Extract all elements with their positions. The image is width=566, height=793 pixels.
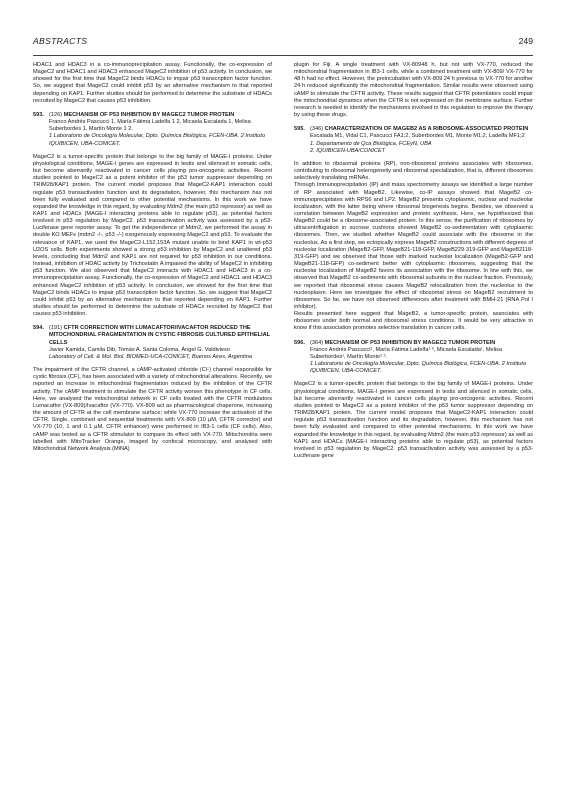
abstract-code: (126) <box>49 111 63 118</box>
abstract-affiliation-2: 2. IQUIBICEN-UBA/CONICET <box>310 147 386 154</box>
abstract-affiliation: Laboratory of Cell. & Mol. Biol. BIOMED-UCA-CONICET, Buenos Aires, Argentina <box>49 353 252 360</box>
abstract-authors: Franco Andrés Pascucci¹, María Fátima Ladelfa¹ ², Micaela Escalada¹, Melisa Suberbordes¹, Martín Monte¹ ². <box>310 346 503 360</box>
abstract-body: The impairment of the CFTR channel, a cAMP-activated chloride (Cl-) channel responsible for cystic fibrosis (CF), has been associated with a variety of mitochondrial alterations. Recently, we reported an increase in mitochondrial fragmentation induced by the inhibition of the CFTR activity. The cAMP treatment to stimulate the CFTR activity worsen this phenotype in CF cells. Here, we analysed the mitochondrial network in CF cells treated with the CFTR modulators Lumacaftor (VX-809)/Ivacaftor (VX-770). VX-809 act as pharmacological chaperone, increasing the amount of CFTR at the cell membrane surface; while VX-770 increase the activation of the CFTR. Single, combined and sequential treatments with VX-809 (10 µM, CFTR corrector) and VX-770 (10, 1 and 0.1 µM, CFTR enhancer) were performed in IB3-1 cells (CF cells). Also, cAMP was tested as a CFTR stimulator to compare its effect with VX-770. Mitochondria were labelled with MitoTracker Orange, imaged by confocal microscopy, and analysed with Mitochondrial Network Analysis (MiNA) <box>33 367 272 452</box>
abstract-body: In addition to ribosomal proteins (RP), non-ribosomal proteins associates with ribosomes, contributing to ribosomal heterogeneity and ribosomal specialization, that is, different ribosomes selectively translating mRNAs. <box>294 160 533 182</box>
continued-paragraph: plugin for Fiji. A single treatment with VX-80948 h, but not with VX-770, reduced the mitochondrial fragmentation in IB3-1 cells, while a combined treatment with VX-809/ VX-770 for 48 h had no effect. However, the preincubation with VX-809 24 h previous to VX-770 for another 24 h reduced significantly the mitochondrial fragmentation. Similar results were observed using cAMP to stimulate the CFTR activity. These results suggest that CFTR potentiators could impair the mitochondrial dynamics when the CFTR is not expressed on the membrane surface. Further research is needed to identify the mechanisms involved in this regulation to improve the therapy by using these drugs. <box>294 62 533 119</box>
abstract-body: MageC2 is a tumor-specific protein that belongs to the big family of MAGE-I proteins. Under physiological conditions, MAGE-I genes are expressed in testis and silenced in somatic cells, but become aberrantly reactivated in cancer cells playing pro-oncogenic activities. Recent studies pointed to MageC2 as a potent inhibitor of the p53 tumor suppressor depending on TRIM28/KAP1 protein. The current model proposes that MageC2-KAP1 interaction could regulate p53 transactivation function and its degradation, however, this mechanism has not been fully evaluated and compared to other potential mechanisms. In this work we have expanded the knowledge in this regard, by evaluating Mdm2 (the main p53 repressor) as well as KAP1 and HDACs (MAGE-I interacting proteins able to regulate p53), as potential factors involved in p53 regulation by MageC2. p53 transactivation activity was assessed by a p53-Luciferase gene reporter assay. To get the independence of Mdm2, we performed the assay in double KO MEFs (mdm2 -/-, p53 -/-) exogenously expressing MageC2 and p53. To evaluate the relevance of KAP1, we used the MageC2-L152,153A mutant unable to bind KAP1 in wt-p53 U2OS cells. Both experiments showed a strong p53 inhibition by MageC2 and unaltered p53 levels, concluding that Mdm2 and KAP1 are not required for p53 inhibition in our conditions. Instead, inhibition of HDAC activity by Trichostatin A impaired the ability of MageC2 in inhibiting p53 function. We also observed that MageC2 interacts with HDAC1 and HDAC3 in a co-immunoprecipitation assay. Functionally, the co-expression of MageC2 and HDAC1 and HDAC3 enhanced MageC2 inhibition of p53 activity. In conclusion, we showed for the first time that MageC2 binds HDACs to impair p53 transcription factor function. So, we suggest that MageC2 could inhibit p53 by an alternative mechanism to that reported depending on KAP1. Further studies should be performed to determine the substrate of HDACs recruited by MageC2 that causes p53 inhibition. <box>33 153 272 318</box>
abstract-heading: CHARACTERIZATION OF MAGEB2 AS A RIBOSOME-ASSOCIATED PROTEIN <box>324 126 529 133</box>
abstract-title <box>33 325 272 346</box>
page-number: 249 <box>518 36 533 46</box>
page-header <box>33 36 533 52</box>
abstract-heading: MECHANISM OF P53 INHIBITION BY MAGEC2 TUMOR PROTEIN <box>324 339 496 346</box>
abstract-code: (191) <box>49 325 63 332</box>
abstract-body: Results presented here suggest that MageB2, a tumor-specific protein, associates with ribosomes under both normal and ribosomal stress conditions. It would be very attractive to know if this association promotes selective translation in cancer cells. <box>294 311 533 332</box>
abstract-594 <box>33 325 272 453</box>
abstract-596 <box>294 340 533 461</box>
abstract-heading: CFTR CORRECTION WITH LUMACAFTOR/IVACAFTOR REDUCED THE MITOCHONDRIAL FRAGMENTATION IN CYSTIC FIBROSIS CULTURED EPITHELIAL CELLS <box>49 325 270 346</box>
right-column <box>294 62 533 460</box>
abstract-number: 593. <box>33 111 44 118</box>
abstract-code: (346) <box>310 126 324 133</box>
abstract-title <box>33 112 272 119</box>
abstract-affiliation: 1 Laboratorio de Oncología Molecular, Dpto. Química Biológica, FCEN-UBA. 2 Instituto IQUIBICEN, UBA-CONICET. <box>310 361 527 375</box>
abstract-authors: Escalada M1, Vidal C1, Pascucci FA1;2, Suberbordes M1, Monte M1;2, Ladelfa MF1;2 <box>310 133 525 140</box>
abstract-number: 595. <box>294 126 305 133</box>
abstract-authors: Franco Andrés Pascucci 1, María Fátima Ladelfa 1 2, Micaela Escalada 1, Melisa Suberbordes 1, Martín Monte 1 2. <box>49 119 251 133</box>
abstract-number: 594. <box>33 325 44 332</box>
abstract-595 <box>294 126 533 332</box>
abstract-title <box>294 340 533 347</box>
abstract-heading: MECHANISM OF P53 INHIBITION BY MAGEC2 TUMOR PROTEIN <box>63 111 235 118</box>
abstract-593 <box>33 112 272 318</box>
header-divider <box>33 55 533 56</box>
abstract-authors: Javier Kamida, Camila Dib, Tomás A. Santa Coloma, Ángel G. Valdivieso <box>49 346 230 353</box>
abstract-code: (364) <box>310 339 324 346</box>
abstract-body: Through Immunoprecipitation (IP) and mass spectrometry assays we identified a large number of RP associated with MageB2. Likewise, co-IP assays showed that MageB2 co-immunoprecipitates with RPS6 and LP2. MageB2 presents cytoplasmic, nuclear and nucleolar localization, with the latter being where ribosomal biogenesis begins. Besides, we observed a correlation between MageB2 expression and protein synthesis. Here, we hypothesized that MageB2 could be a ribosome-associated protein. In this sense, the purification of ribosomes by ultracentrifugation in sucrose cushions showed MageB2 co-sedimentation with cytoplasmic ribosomes. Then, we studied whether MageB2 could associate with the ribosome in the nucleolus. As a first step, we ectopically express MageB2 constructions with different degrees of nucleolar localization (MageB2-GFP, MageB21-118-GFP, MageB229-319-GFP and MageB2118-319-GFP) and we observed that those with marked nucleolar localization (MageB2-GFP and MageB21-118-GFP) co-sediment better with cytoplasmic ribosomes, suggesting that the nucleolar localization of MageB2 favors its association with the ribosome. In line with this, we observed that MageB2 co-sediments with ribosomal subunits in the nuclear fraction. Previously, we reported that ribosomal stress causes MageB2 relocalization from the nucleolus to the nucleoplasm. Here we investigate the effect of ribosomal stress on MageB2 recruitment to ribosomes. So far, we have not observed differences after treatment with BMH-21 (RNA Pol I inhibitor). <box>294 182 533 310</box>
abstract-title <box>294 126 533 133</box>
left-column <box>33 62 272 453</box>
abstract-affiliation-1: 1. Departamento de Qca Biológica, FCEyN, UBA <box>310 140 432 147</box>
section-title: ABSTRACTS <box>33 36 88 46</box>
abstract-body: MageC2 is a tumor-specific protein that belongs to the big family of MAGE-I proteins. Under physiological conditions, MAGE-I genes are expressed in testis and silenced in somatic cells, but become aberrantly reactivated in cancer cells playing pro-oncogenic activities. Recent studies pointed to MageC2 as a potent inhibitor of the p53 tumor suppressor depending on TRIM28/KAP1 protein. The current model proposes that MageC2-KAP1 interaction could regulate p53 transactivation function and its degradation, however, this mechanism has not been fully evaluated and compared to other potential mechanisms. In this work we have expanded the knowledge in this regard, by evaluating Mdm2 (the main p53 repressor) as well as KAP1 and HDACs (MAGE-I interacting proteins able to regulate p53), as potential factors involved in p53 regulation by MageC2. p53 transactivation activity was assessed by a p53-Luciferase gene <box>294 381 533 459</box>
abstract-number: 596. <box>294 339 305 346</box>
abstract-affiliation: 1 Laboratorio de Oncología Molecular, Dpto. Química Biológica, FCEN-UBA. 2 Instituto IQUIBICEN, UBA-CONICET. <box>49 133 266 147</box>
continued-paragraph: HDAC1 and HDAC3 in a co-immunoprecipitation assay. Functionally, the co-expression of MageC2 and HDAC1 and HDAC3 enhanced MageC2 inhibition of p53 activity. In conclusion, we showed for the first time that MageC2 binds HDACs to impair p53 transcription factor function. So, we suggest that MageC2 could inhibit p53 by an alternative mechanism to that reported depending on KAP1. Further studies should be performed to determine the substrate of HDACs recruited by MageC2 that causes p53 inhibition. <box>33 62 272 104</box>
